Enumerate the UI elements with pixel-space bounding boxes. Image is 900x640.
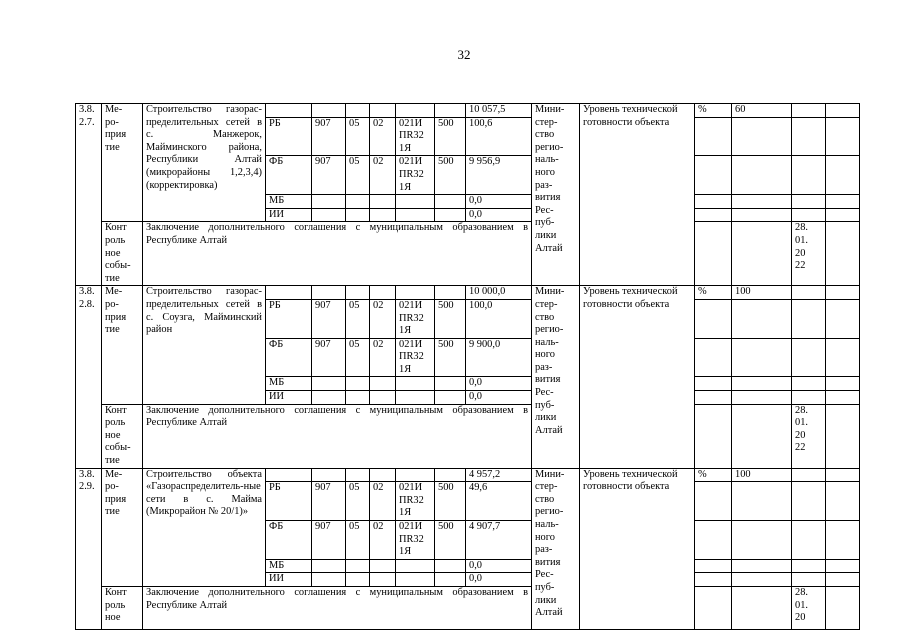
table-cell (435, 195, 466, 209)
measure-type: Ме- ро- прия тие (102, 468, 143, 586)
expense-type-code: 500 (435, 156, 466, 195)
table-cell (732, 338, 792, 377)
control-event-row (76, 222, 860, 286)
expense-type-code: 500 (435, 482, 466, 521)
table-cell (826, 573, 860, 587)
indicator-target: 60 (732, 104, 792, 118)
control-event-date: 28. 01. 20 22 (792, 222, 826, 286)
table-cell (826, 521, 860, 560)
table-cell (346, 208, 370, 222)
control-event-date: 28. 01. 20 (792, 586, 826, 629)
funding-source: МБ (266, 377, 312, 391)
table-cell (826, 391, 860, 405)
table-cell (732, 156, 792, 195)
grbs-code: 907 (312, 299, 346, 338)
table-cell (370, 391, 396, 405)
table-cell (695, 377, 732, 391)
table-cell (266, 468, 312, 482)
control-event-row (76, 404, 860, 468)
table-cell (826, 104, 860, 118)
measure-number: 3.8. 2.8. (76, 286, 102, 468)
table-cell (826, 404, 860, 468)
table-cell (396, 573, 435, 587)
table-cell (370, 208, 396, 222)
measure-name: Строительство объекта «Газораспределитель-ные сети в с. Майма (Микрорайон № 20/1)» (143, 468, 266, 586)
amount-rb: 100,6 (466, 117, 532, 156)
table-cell (732, 208, 792, 222)
table-cell (792, 482, 826, 521)
table-cell (396, 559, 435, 573)
control-event-type: Конт роль ное собы- тие (102, 222, 143, 286)
table-cell (826, 222, 860, 286)
table-cell (370, 104, 396, 118)
indicator-unit: % (695, 104, 732, 118)
section-code: 05 (346, 117, 370, 156)
amount-fb: 9 956,9 (466, 156, 532, 195)
table-cell (826, 299, 860, 338)
table-cell (312, 391, 346, 405)
table-cell (435, 391, 466, 405)
measure-name: Строительство газорас-пределительных сетей в с. Соузга, Майминский район (143, 286, 266, 404)
amount-total: 4 957,2 (466, 468, 532, 482)
table-cell (346, 468, 370, 482)
table-cell (732, 404, 792, 468)
control-event-type: Конт роль ное (102, 586, 143, 629)
table-cell (826, 586, 860, 629)
measure-row (76, 468, 860, 482)
table-cell (370, 559, 396, 573)
section-code: 05 (346, 299, 370, 338)
table-cell (312, 559, 346, 573)
table-cell (695, 117, 732, 156)
target-article-code: 021И ПR32 1Я (396, 521, 435, 560)
measure-row (76, 286, 860, 300)
table-cell (435, 377, 466, 391)
measures-table (75, 103, 860, 630)
table-cell (346, 391, 370, 405)
table-cell (266, 286, 312, 300)
table-cell (695, 559, 732, 573)
table-cell (792, 468, 826, 482)
funding-source: ИИ (266, 573, 312, 587)
amount-rb: 49,6 (466, 482, 532, 521)
expense-type-code: 500 (435, 338, 466, 377)
indicator-name: Уровень технической готовности объекта (580, 104, 695, 286)
funding-source: РБ (266, 299, 312, 338)
amount-total: 10 057,5 (466, 104, 532, 118)
executor: Мини- стер- ство регио- наль- ного раз- вития Рес- пуб- лики Алтай (532, 468, 580, 629)
section-code: 05 (346, 482, 370, 521)
control-event-text: Заключение дополнительного соглашения с муниципальным образованием в Республике Алтай (143, 404, 532, 468)
table-cell (396, 377, 435, 391)
table-cell (435, 468, 466, 482)
table-cell (312, 208, 346, 222)
grbs-code: 907 (312, 338, 346, 377)
table-cell (732, 391, 792, 405)
section-code: 05 (346, 338, 370, 377)
indicator-name: Уровень технической готовности объекта (580, 468, 695, 629)
executor: Мини- стер- ство регио- наль- ного раз- вития Рес- пуб- лики Алтай (532, 104, 580, 286)
table-cell (435, 104, 466, 118)
amount-ii: 0,0 (466, 208, 532, 222)
table-cell (396, 104, 435, 118)
grbs-code: 907 (312, 117, 346, 156)
table-cell (732, 573, 792, 587)
section-code: 05 (346, 521, 370, 560)
table-cell (396, 391, 435, 405)
table-cell (695, 338, 732, 377)
table-cell (435, 286, 466, 300)
table-cell (695, 195, 732, 209)
table-cell (732, 559, 792, 573)
table-cell (792, 559, 826, 573)
table-cell (346, 377, 370, 391)
table-cell (695, 222, 732, 286)
amount-total: 10 000,0 (466, 286, 532, 300)
subsection-code: 02 (370, 338, 396, 377)
control-event-text: Заключение дополнительного соглашения с муниципальным образованием в Республике Алтай (143, 222, 532, 286)
table-cell (695, 299, 732, 338)
grbs-code: 907 (312, 156, 346, 195)
grbs-code: 907 (312, 521, 346, 560)
measure-type: Ме- ро- прия тие (102, 286, 143, 404)
funding-source: ФБ (266, 338, 312, 377)
table-cell (695, 586, 732, 629)
table-cell (312, 195, 346, 209)
funding-source: ИИ (266, 391, 312, 405)
target-article-code: 021И ПR32 1Я (396, 117, 435, 156)
measure-type: Ме- ро- прия тие (102, 104, 143, 222)
grbs-code: 907 (312, 482, 346, 521)
control-event-row (76, 586, 860, 629)
table-cell (370, 377, 396, 391)
table-cell (826, 195, 860, 209)
amount-mb: 0,0 (466, 559, 532, 573)
table-cell (826, 286, 860, 300)
table-cell (370, 286, 396, 300)
indicator-name: Уровень технической готовности объекта (580, 286, 695, 468)
funding-source: ФБ (266, 156, 312, 195)
expense-type-code: 500 (435, 521, 466, 560)
table-cell (695, 156, 732, 195)
amount-mb: 0,0 (466, 195, 532, 209)
funding-source: ИИ (266, 208, 312, 222)
table-cell (792, 286, 826, 300)
table-cell (695, 391, 732, 405)
table-cell (312, 377, 346, 391)
subsection-code: 02 (370, 482, 396, 521)
funding-source: РБ (266, 117, 312, 156)
amount-mb: 0,0 (466, 377, 532, 391)
table-cell (695, 482, 732, 521)
table-cell (346, 286, 370, 300)
subsection-code: 02 (370, 521, 396, 560)
table-cell (695, 208, 732, 222)
table-cell (826, 117, 860, 156)
indicator-target: 100 (732, 286, 792, 300)
table-cell (826, 208, 860, 222)
table-cell (792, 299, 826, 338)
expense-type-code: 500 (435, 299, 466, 338)
table-cell (396, 468, 435, 482)
table-cell (435, 208, 466, 222)
funding-source: МБ (266, 559, 312, 573)
funding-source: МБ (266, 195, 312, 209)
table-cell (792, 573, 826, 587)
funding-source: РБ (266, 482, 312, 521)
table-cell (370, 573, 396, 587)
control-event-type: Конт роль ное собы- тие (102, 404, 143, 468)
table-cell (826, 482, 860, 521)
table-cell (732, 222, 792, 286)
subsection-code: 02 (370, 299, 396, 338)
table-cell (826, 156, 860, 195)
amount-ii: 0,0 (466, 391, 532, 405)
expense-type-code: 500 (435, 117, 466, 156)
amount-rb: 100,0 (466, 299, 532, 338)
table-cell (435, 559, 466, 573)
table-cell (695, 573, 732, 587)
table-cell (346, 559, 370, 573)
target-article-code: 021И ПR32 1Я (396, 482, 435, 521)
table-cell (792, 104, 826, 118)
measure-number: 3.8. 2.7. (76, 104, 102, 286)
measure-name: Строительство газорас-пределительных сетей в с. Манжерок, Майминского района, Республики Алтай (микрорайоны 1,2,3,4) (корректировка) (143, 104, 266, 222)
table-cell (732, 377, 792, 391)
table-cell (792, 391, 826, 405)
subsection-code: 02 (370, 156, 396, 195)
table-cell (732, 299, 792, 338)
table-cell (732, 117, 792, 156)
table-cell (695, 521, 732, 560)
table-cell (370, 468, 396, 482)
table-cell (346, 104, 370, 118)
amount-fb: 4 907,7 (466, 521, 532, 560)
table-cell (792, 521, 826, 560)
measure-number: 3.8. 2.9. (76, 468, 102, 629)
table-cell (370, 195, 396, 209)
table-cell (695, 404, 732, 468)
table-cell (792, 377, 826, 391)
table-cell (826, 468, 860, 482)
table-cell (826, 338, 860, 377)
target-article-code: 021И ПR32 1Я (396, 156, 435, 195)
table-cell (312, 573, 346, 587)
table-cell (396, 195, 435, 209)
indicator-target: 100 (732, 468, 792, 482)
table-cell (732, 521, 792, 560)
table-cell (792, 208, 826, 222)
control-event-date: 28. 01. 20 22 (792, 404, 826, 468)
control-event-text: Заключение дополнительного соглашения с муниципальным образованием в Республике Алтай (143, 586, 532, 629)
table-cell (312, 286, 346, 300)
subsection-code: 02 (370, 117, 396, 156)
executor: Мини- стер- ство регио- наль- ного раз- вития Рес- пуб- лики Алтай (532, 286, 580, 468)
table-cell (346, 573, 370, 587)
table-cell (826, 377, 860, 391)
target-article-code: 021И ПR32 1Я (396, 299, 435, 338)
table-cell (312, 468, 346, 482)
table-cell (435, 573, 466, 587)
funding-source: ФБ (266, 521, 312, 560)
table-cell (792, 195, 826, 209)
table-cell (792, 338, 826, 377)
table-cell (346, 195, 370, 209)
table-cell (396, 208, 435, 222)
table-cell (732, 586, 792, 629)
amount-ii: 0,0 (466, 573, 532, 587)
table-cell (792, 156, 826, 195)
amount-fb: 9 900,0 (466, 338, 532, 377)
target-article-code: 021И ПR32 1Я (396, 338, 435, 377)
table-cell (732, 482, 792, 521)
table-cell (266, 104, 312, 118)
table-cell (792, 117, 826, 156)
measure-row (76, 104, 860, 118)
table-cell (826, 559, 860, 573)
section-code: 05 (346, 156, 370, 195)
table-cell (312, 104, 346, 118)
indicator-unit: % (695, 286, 732, 300)
indicator-unit: % (695, 468, 732, 482)
table-cell (732, 195, 792, 209)
page-number: 32 (457, 47, 471, 62)
table-cell (396, 286, 435, 300)
